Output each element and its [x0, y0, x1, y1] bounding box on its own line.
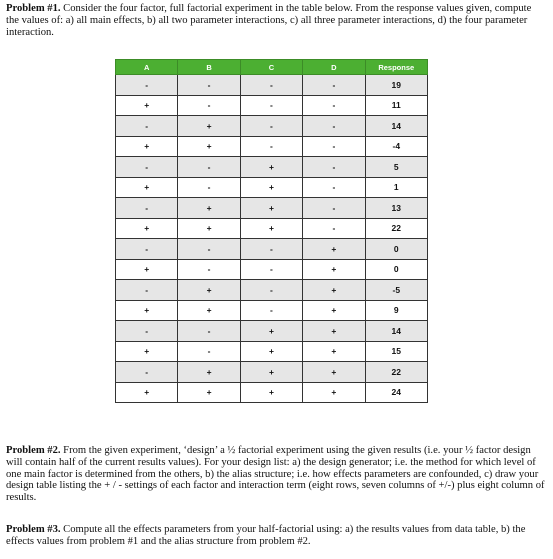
- cell-c: -: [240, 136, 302, 157]
- cell-d: -: [303, 177, 365, 198]
- table-row: [116, 259, 428, 280]
- table-row: [116, 157, 428, 178]
- cell-c: -: [240, 300, 302, 321]
- problem-2-label: Problem #2.: [6, 445, 61, 456]
- cell-response: 0: [365, 259, 427, 280]
- table-row: [116, 116, 428, 137]
- cell-response: 14: [365, 321, 427, 342]
- cell-b: +: [178, 362, 240, 383]
- problem-3-text: [6, 524, 546, 548]
- cell-response: 1: [365, 177, 427, 198]
- cell-response: 0: [365, 239, 427, 260]
- cell-b: -: [178, 341, 240, 362]
- table-row: [116, 382, 428, 403]
- cell-d: +: [303, 341, 365, 362]
- cell-c: -: [240, 116, 302, 137]
- problem-2-body: From the given experiment, ‘design’ a ½ factorial experiment using the given results (i.e. your ½ factor design will contain half of the current results values). For your design list: a) the design generator; i.e. the method for which level of one main factor is determined from the others, b) the alias structure; i.e. how effects parameters are confounded, c) draw your design table listing the + / - settings of each factor and interaction term (eight rows, seven columns of +/-) plus eight column of results.: [6, 445, 545, 504]
- cell-d: -: [303, 157, 365, 178]
- cell-b: +: [178, 280, 240, 301]
- cell-c: +: [240, 177, 302, 198]
- problem-1-body: Consider the four factor, full factorial experiment in the table below. From the response values given, compute the values of: a) all main effects, b) all two parameter interactions, c) all three parameter interactions, d) the four parameter interaction.: [6, 3, 532, 38]
- cell-d: +: [303, 362, 365, 383]
- table-row: [116, 136, 428, 157]
- cell-c: +: [240, 382, 302, 403]
- cell-b: -: [178, 157, 240, 178]
- cell-b: +: [178, 198, 240, 219]
- table-row: [116, 198, 428, 219]
- cell-d: -: [303, 95, 365, 116]
- problem-1-text: [6, 3, 546, 38]
- cell-d: +: [303, 280, 365, 301]
- cell-a: +: [116, 136, 178, 157]
- table-row: [116, 95, 428, 116]
- table-header-row: [116, 60, 428, 75]
- cell-b: +: [178, 382, 240, 403]
- factorial-table-container: [115, 59, 428, 403]
- cell-a: -: [116, 75, 178, 96]
- cell-c: +: [240, 218, 302, 239]
- cell-c: +: [240, 198, 302, 219]
- cell-response: 22: [365, 218, 427, 239]
- cell-response: 11: [365, 95, 427, 116]
- cell-response: 5: [365, 157, 427, 178]
- problem-2-text: [6, 445, 546, 504]
- cell-a: -: [116, 116, 178, 137]
- cell-c: +: [240, 341, 302, 362]
- cell-response: 19: [365, 75, 427, 96]
- cell-d: +: [303, 239, 365, 260]
- cell-a: +: [116, 95, 178, 116]
- cell-c: +: [240, 321, 302, 342]
- cell-response: 15: [365, 341, 427, 362]
- cell-b: +: [178, 116, 240, 137]
- cell-a: +: [116, 259, 178, 280]
- cell-a: +: [116, 218, 178, 239]
- cell-d: -: [303, 75, 365, 96]
- cell-c: +: [240, 157, 302, 178]
- cell-response: -5: [365, 280, 427, 301]
- cell-a: -: [116, 321, 178, 342]
- cell-c: -: [240, 239, 302, 260]
- cell-d: +: [303, 382, 365, 403]
- table-row: [116, 218, 428, 239]
- cell-response: 9: [365, 300, 427, 321]
- problem-3-label: Problem #3.: [6, 524, 61, 535]
- cell-c: -: [240, 259, 302, 280]
- cell-a: -: [116, 280, 178, 301]
- cell-response: 13: [365, 198, 427, 219]
- table-row: [116, 341, 428, 362]
- cell-b: +: [178, 218, 240, 239]
- cell-b: -: [178, 239, 240, 260]
- cell-d: -: [303, 218, 365, 239]
- cell-d: +: [303, 321, 365, 342]
- cell-b: -: [178, 321, 240, 342]
- problem-3-body: Compute all the effects parameters from your half-factorial using: a) the results values from data table, b) the effects values from problem #1 and the alias structure from problem #2.: [6, 524, 526, 547]
- cell-a: -: [116, 239, 178, 260]
- table-body: [116, 75, 428, 403]
- table-row: [116, 177, 428, 198]
- cell-c: -: [240, 75, 302, 96]
- cell-response: 24: [365, 382, 427, 403]
- cell-a: -: [116, 198, 178, 219]
- cell-d: +: [303, 259, 365, 280]
- cell-a: +: [116, 382, 178, 403]
- problem-1-label: Problem #1.: [6, 3, 61, 14]
- cell-response: -4: [365, 136, 427, 157]
- cell-response: 14: [365, 116, 427, 137]
- header-response: Response: [365, 60, 427, 75]
- factorial-design-table: [115, 59, 428, 403]
- header-d: D: [303, 60, 365, 75]
- cell-b: -: [178, 259, 240, 280]
- table-row: [116, 75, 428, 96]
- cell-b: +: [178, 136, 240, 157]
- cell-response: 22: [365, 362, 427, 383]
- cell-a: +: [116, 341, 178, 362]
- cell-a: +: [116, 177, 178, 198]
- table-row: [116, 362, 428, 383]
- header-a: A: [116, 60, 178, 75]
- cell-d: -: [303, 136, 365, 157]
- cell-c: -: [240, 95, 302, 116]
- cell-c: -: [240, 280, 302, 301]
- cell-d: +: [303, 300, 365, 321]
- cell-d: -: [303, 198, 365, 219]
- table-row: [116, 300, 428, 321]
- table-row: [116, 280, 428, 301]
- cell-c: +: [240, 362, 302, 383]
- cell-d: -: [303, 116, 365, 137]
- header-b: B: [178, 60, 240, 75]
- cell-a: +: [116, 300, 178, 321]
- cell-b: +: [178, 300, 240, 321]
- cell-b: -: [178, 95, 240, 116]
- table-row: [116, 321, 428, 342]
- cell-b: -: [178, 75, 240, 96]
- table-row: [116, 239, 428, 260]
- cell-a: -: [116, 362, 178, 383]
- cell-a: -: [116, 157, 178, 178]
- header-c: C: [240, 60, 302, 75]
- cell-b: -: [178, 177, 240, 198]
